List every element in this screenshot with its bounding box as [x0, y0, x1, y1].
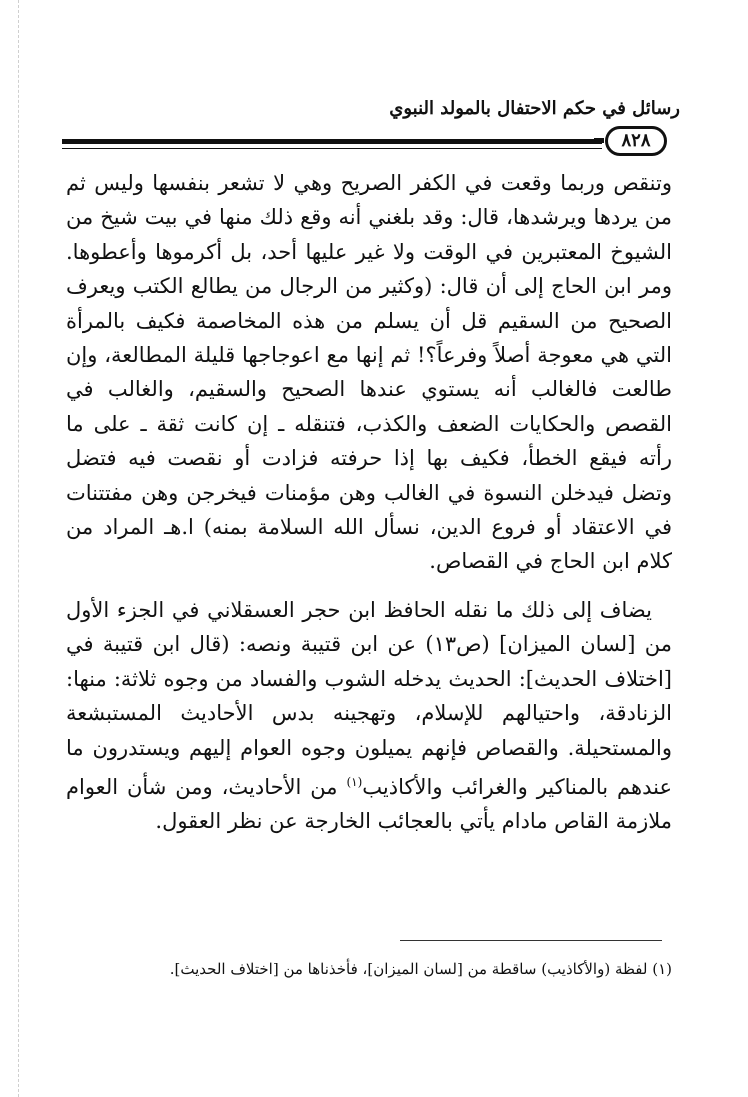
- paragraph: وتنقص وربما وقعت في الكفر الصريح وهي لا تشعر بنفسها وليس ثم من يردها ويرشدها، قال: وقد بلغني أنه وقع ذلك منها في بيت شيخ من الشيوخ المعتبرين في الوقت ولا غير عليها أحد، بل أكرموها وأعطوها. ومر ابن الحاج إلى أن قال: (وكثير من الرجال من يطالع الكتب ويعرف الصحيح من السقيم قل أن يسلم من هذه المخاصمة فكيف بالمرأة التي هي معوجة أصلاً وفرعاً؟! ثم إنها مع اعوجاجها قليلة المطالعة، وإن طالعت فالغالب أنه يستوي عندها الصحيح والسقيم، والغالب في القصص والحكايات الضعف والكذب، فتنقله ـ إن كانت ثقة ـ على ما رأته فيقع الخطأ، فكيف بها إذا حرفته فزادت أو نقصت فيه فتضل وتضل فيدخلن النسوة في الغالب وهن مؤمنات فيخرجن وهن مفتتنات في الاعتقاد أو فروع الدين، نسأل الله السلامة بمنه) ا.هـ المراد من كلام ابن الحاج في القصاص.: [66, 171, 672, 574]
- footnote: (١) لفظة (والأكاذيب) ساقطة من [لسان الميزان]، فأخذناها من [اختلاف الحديث].: [169, 960, 672, 978]
- paragraph: [66, 593, 672, 839]
- page-edge: [18, 0, 20, 1097]
- header-rule-thick: [62, 139, 602, 144]
- footnote-separator: [400, 940, 662, 941]
- header-rule-thin: [62, 148, 602, 149]
- main-text: [66, 166, 672, 839]
- page-number-badge: ٨٢٨: [605, 126, 667, 156]
- paragraph-text: يضاف إلى ذلك ما نقله الحافظ ابن حجر العسقلاني في الجزء الأول من [لسان الميزان] (ص١٣) عن ابن قتيبة ونصه: (قال ابن قتيبة في [اختلاف الحديث]: الحديث يدخله الشوب والفساد من وجوه ثلاثة: منها: الزنادقة، واحتيالهم للإسلام، وتهجينه بدس الأحاديث المستبشعة والمستحيلة. والقصاص فإنهم يميلون وجوه العوام إليهم ويستدرون ما عندهم بالمناكير والغرائب والأكاذيب: [66, 597, 672, 799]
- footnote-marker: (١): [346, 774, 363, 789]
- paragraph-text: من الأحاديث، ومن شأن العوام ملازمة القاص مادام يأتي بالعجائب الخارجة عن نظر العقول.: [66, 774, 672, 834]
- running-header-title: رسائل في حكم الاحتفال بالمولد النبوي: [389, 98, 680, 119]
